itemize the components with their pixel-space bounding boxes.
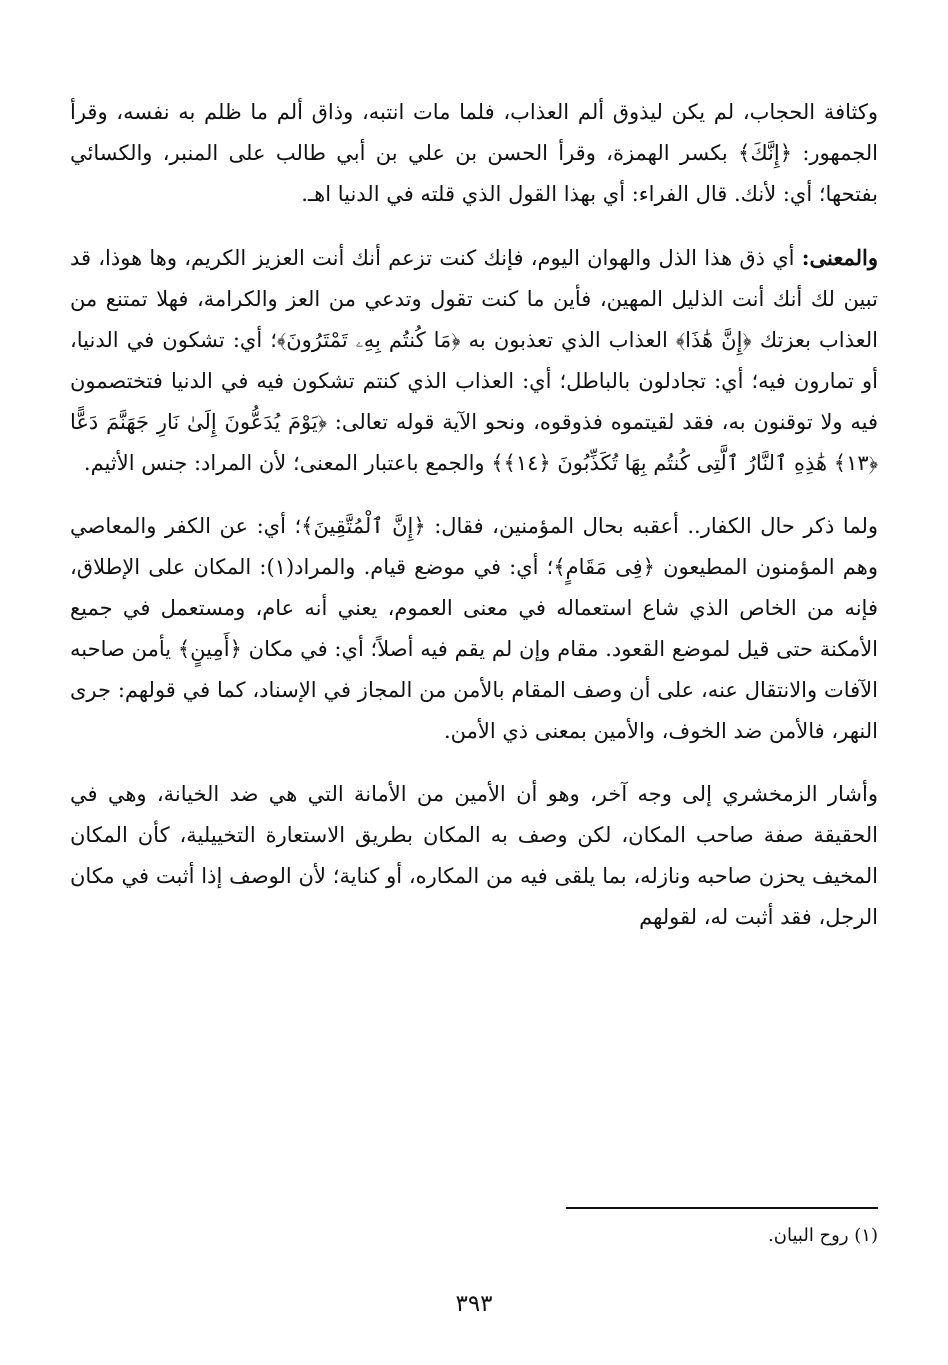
- footnote: (١) روح البيان.: [768, 1225, 878, 1246]
- paragraph-2-lead: والمعنى:: [801, 245, 878, 270]
- page-number: ٣٩٣: [455, 1291, 493, 1317]
- paragraph-3-text: ولما ذكر حال الكفار.. أعقبه بحال المؤمنين، فقال: ﴿إِنَّ ٱلْمُتَّقِينَ﴾؛ أي: عن الكفر والمعاصي وهم المؤمنون المطيعون ﴿فِى مَقَامٍ﴾؛ أي: في موضع قيام. والمراد(١): المكان على الإطلاق، فإنه من الخاص الذي شاع استعماله في معنى العموم، يعني أنه عام، ومستعمل في جميع الأمكنة حتى قيل لموضع القعود. مقام وإن لم يقم فيه أصلاً؛ أي: في مكان ﴿أَمِينٍ﴾ يأمن صاحبه الآفات والانتقال عنه، على أن وصف المقام بالأمن من المجاز في الإسناد، كما في قولهم: جرى النهر، فالأمن ضد الخوف، والأمين بمعنى ذي الأمن.: [70, 514, 878, 743]
- paragraph-2-text: أي ذق هذا الذل والهوان اليوم، فإنك كنت تزعم أنك أنت العزيز الكريم، وها هوذا، قد تبين لك أنك أنت الذليل المهين، فأين ما كنت تقول وتدعي من العز والكرامة، فهلا تمتنع من العذاب بعزتك ﴿إِنَّ هَٰذَا﴾ العذاب الذي تعذبون به ﴿مَا كُنتُم بِهِۦ تَمْتَرُونَ﴾؛ أي: تشكون في الدنيا، أو تمارون فيه؛ أي: تجادلون بالباطل؛ أي: العذاب الذي كنتم تشكون فيه في الدنيا فتختصمون فيه ولا توقنون به، فقد لقيتموه فذوقوه، ونحو الآية قوله تعالى: ﴿يَوْمَ يُدَعُّونَ إِلَىٰ نَارِ جَهَنَّمَ دَعًّا ﴿١٣﴾ هَٰذِهِ ٱلنَّارُ ٱلَّتِى كُنتُم بِهَا تُكَذِّبُونَ ﴿١٤﴾﴾ والجمع باعتبار المعنى؛ لأن المراد: جنس الأثيم.: [70, 246, 878, 475]
- footnote-divider: [566, 1207, 878, 1209]
- paragraph-4-text: وأشار الزمخشري إلى وجه آخر، وهو أن الأمين من الأمانة التي هي ضد الخيانة، وهي في الحقيقة صفة صاحب المكان، لكن وصف به المكان بطريق الاستعارة التخييلية، كأن المكان المخيف يحزن صاحبه ونازله، بما يلقى فيه من المكاره، أو كناية؛ لأن الوصف إذا أثبت في مكان الرجل، فقد أثبت له، لقولهم: [70, 782, 878, 929]
- paragraph-4: [70, 774, 878, 938]
- paragraph-2: [70, 237, 878, 484]
- paragraph-1-text: وكثافة الحجاب، لم يكن ليذوق ألم العذاب، فلما مات انتبه، وذاق ألم ما ظلم به نفسه، وقرأ الجمهور: ﴿إِنَّكَ﴾ بكسر الهمزة، وقرأ الحسن بن علي بن أبي طالب على المنبر، والكسائي بفتحها؛ أي: لأنك. قال الفراء: أي بهذا القول الذي قلته في الدنيا اهـ.: [70, 100, 878, 206]
- paragraph-3: [70, 506, 878, 752]
- paragraph-1: [70, 92, 878, 215]
